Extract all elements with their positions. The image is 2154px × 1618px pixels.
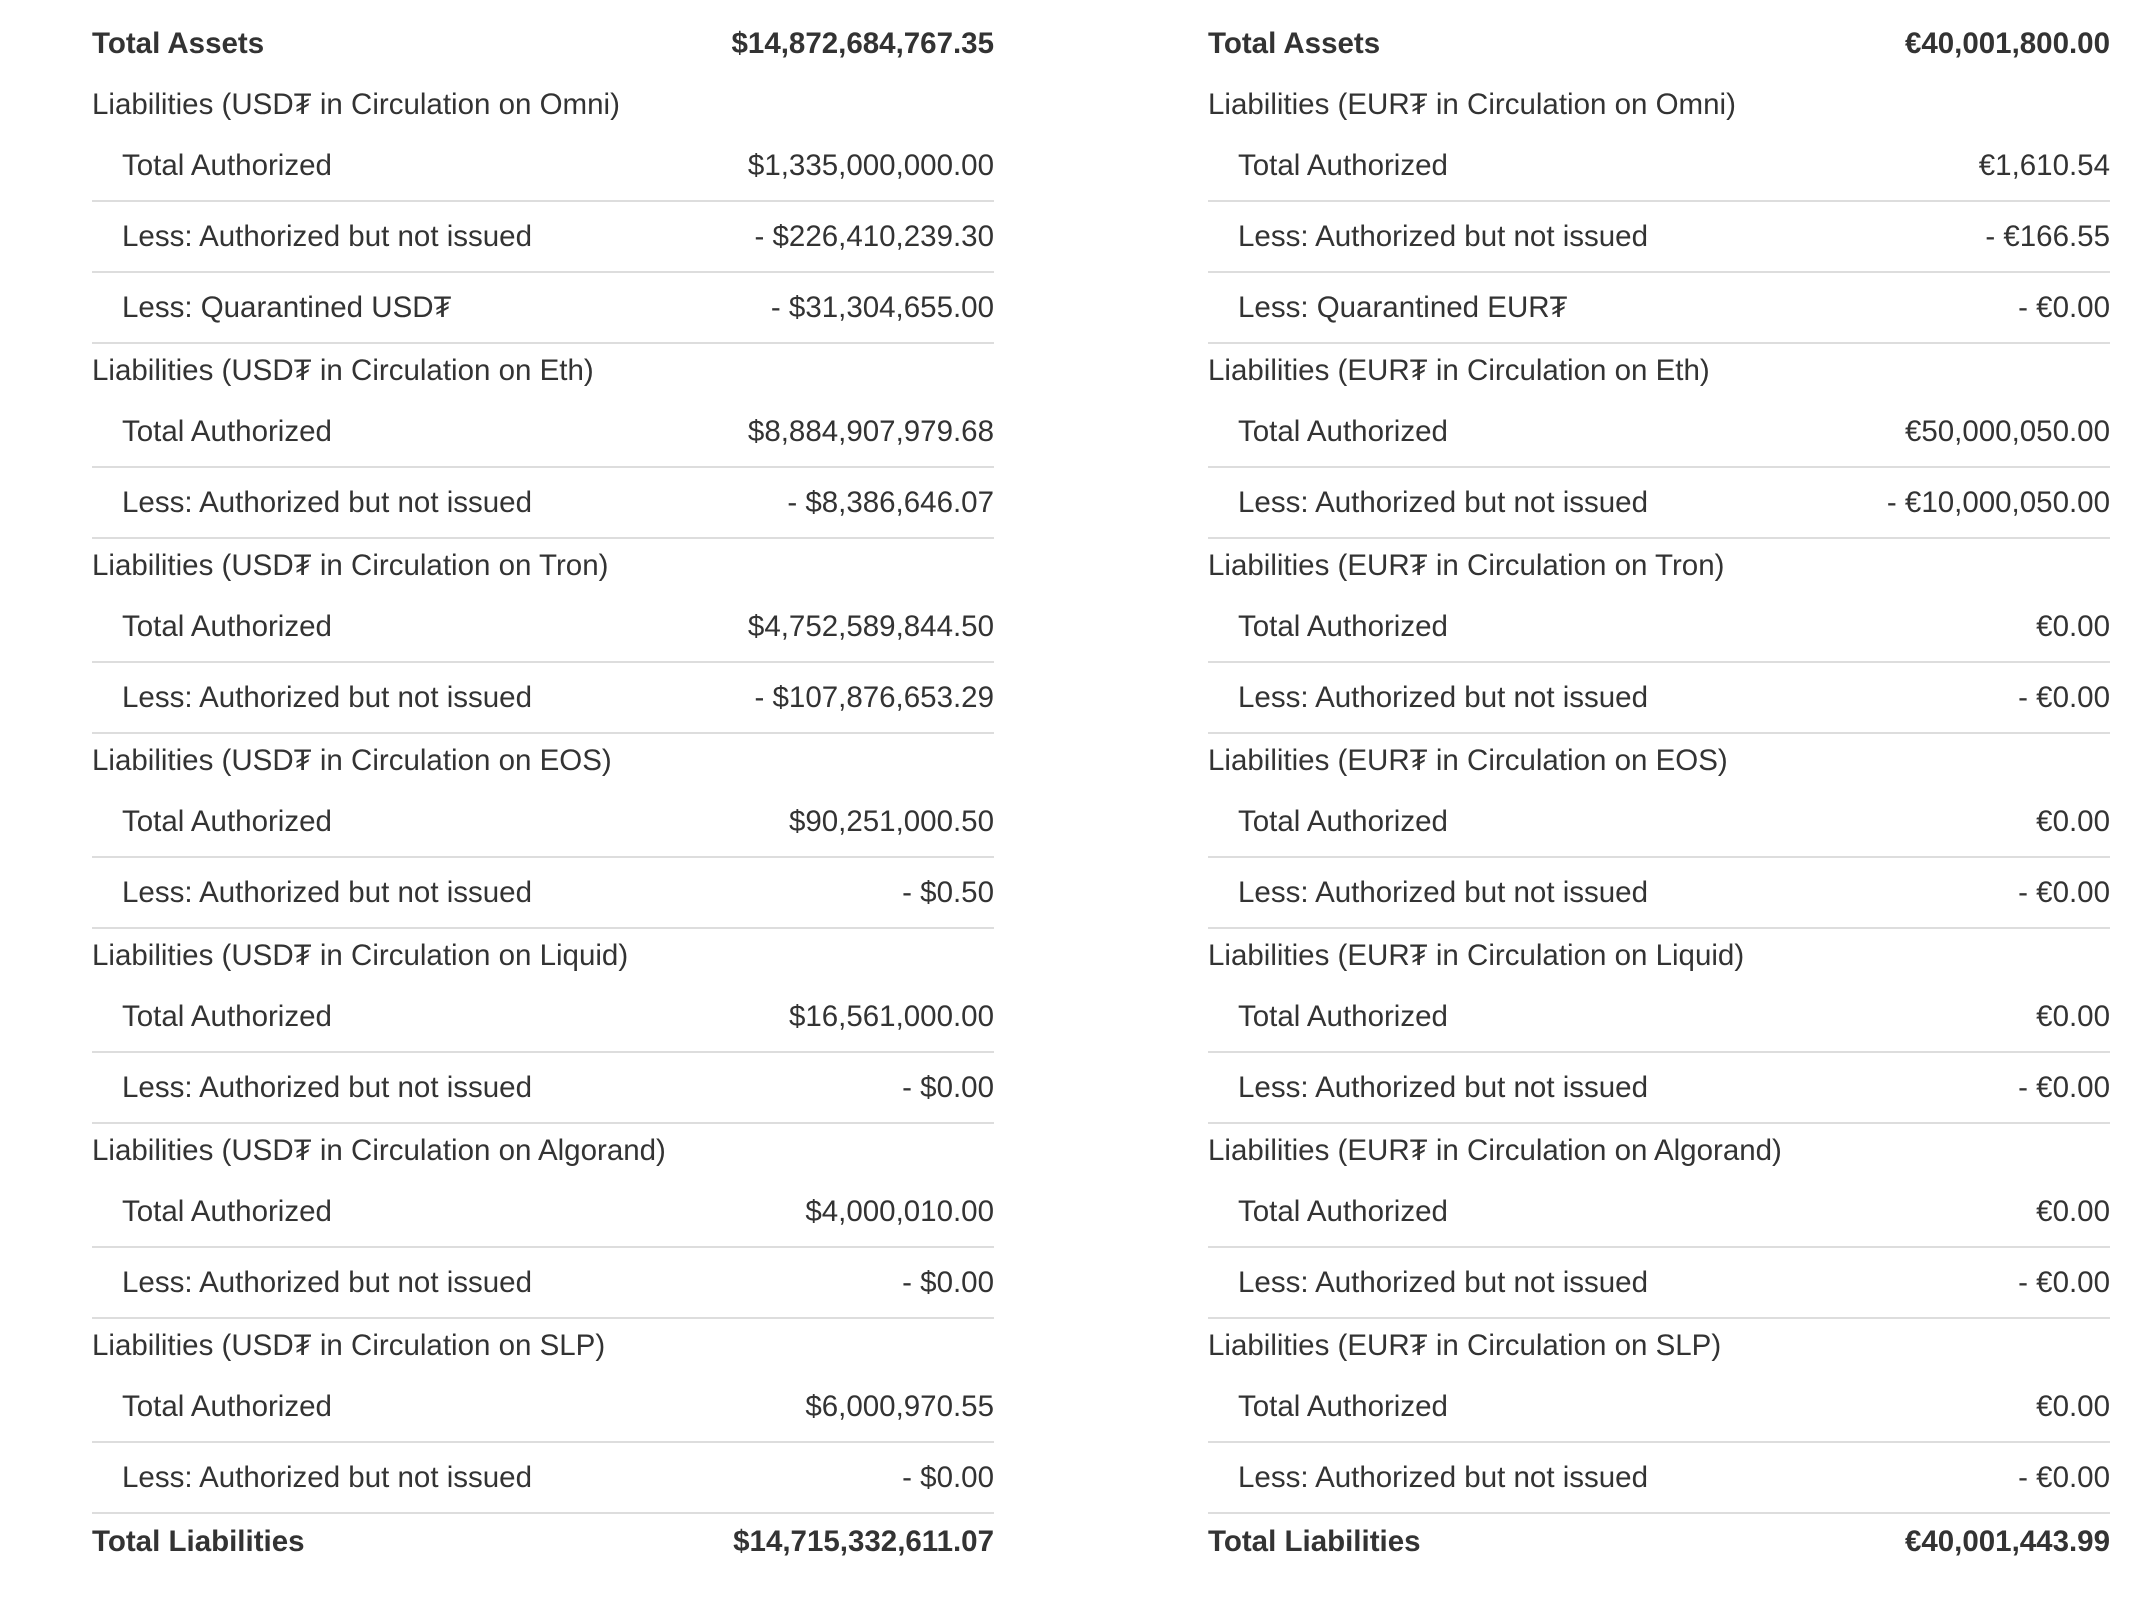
line-item-label: Less: Authorized but not issued [122, 1460, 532, 1494]
line-item-label: Total Authorized [1238, 610, 1448, 643]
liability-line-item [1208, 593, 2110, 663]
total-liabilities-row [1208, 1520, 2110, 1564]
line-item-label: Total Authorized [122, 415, 332, 448]
line-item-label: Less: Authorized but not issued [122, 680, 532, 714]
total-assets-value: €40,001,800.00 [1904, 27, 2110, 60]
liability-line-item [92, 1443, 994, 1514]
line-item-label: Total Authorized [122, 1195, 332, 1228]
line-item-value: $4,752,589,844.50 [747, 610, 994, 643]
line-item-value: €1,610.54 [1978, 149, 2110, 182]
line-item-label: Total Authorized [1238, 1000, 1448, 1033]
line-item-label: Less: Authorized but not issued [122, 219, 532, 253]
liability-line-item [1208, 1373, 2110, 1443]
line-item-value: - $31,304,655.00 [770, 290, 994, 324]
line-item-value: - $0.00 [902, 1460, 994, 1494]
liability-group-title: Liabilities (USD₮ in Circulation on EOS) [92, 744, 612, 777]
total-assets-label: Total Assets [92, 27, 265, 60]
liability-line-item [1208, 788, 2110, 858]
line-item-label: Less: Authorized but not issued [122, 875, 532, 909]
liability-line-item [92, 468, 994, 539]
liability-line-item [1208, 1178, 2110, 1248]
line-item-value: - $226,410,239.30 [754, 219, 994, 253]
liability-groups [1208, 78, 2110, 1514]
liability-line-item [1208, 663, 2110, 734]
line-item-label: Total Authorized [1238, 415, 1448, 448]
line-item-label: Total Authorized [122, 610, 332, 643]
line-item-label: Total Authorized [122, 1000, 332, 1033]
line-item-label: Less: Authorized but not issued [1238, 219, 1648, 253]
total-assets-row [1208, 22, 2110, 66]
liability-line-item [1208, 983, 2110, 1053]
liability-group-title: Liabilities (EUR₮ in Circulation on SLP) [1208, 1329, 1722, 1362]
liability-line-item [1208, 1053, 2110, 1124]
liability-line-item [92, 1178, 994, 1248]
liability-line-item [92, 1248, 994, 1319]
liability-group-header [1208, 929, 2110, 983]
liability-line-item [1208, 132, 2110, 202]
line-item-label: Total Authorized [122, 149, 332, 182]
liability-line-item [92, 983, 994, 1053]
line-item-value: - $0.00 [902, 1265, 994, 1299]
line-item-value: - €0.00 [2018, 680, 2110, 714]
line-item-value: $16,561,000.00 [788, 1000, 994, 1033]
line-item-label: Less: Authorized but not issued [1238, 1070, 1648, 1104]
line-item-value: - $0.00 [902, 1070, 994, 1104]
line-item-label: Less: Authorized but not issued [1238, 485, 1648, 519]
liability-group-title: Liabilities (USD₮ in Circulation on Algorand) [92, 1134, 666, 1167]
liability-group-title: Liabilities (USD₮ in Circulation on Eth) [92, 354, 594, 387]
liability-group-header [92, 929, 994, 983]
line-item-value: €0.00 [2036, 1195, 2110, 1228]
liability-line-item [92, 858, 994, 929]
liability-group-title: Liabilities (EUR₮ in Circulation on Eth) [1208, 354, 1710, 387]
liability-group-header [92, 1319, 994, 1373]
liability-group-header [92, 734, 994, 788]
total-liabilities-label: Total Liabilities [92, 1525, 305, 1558]
line-item-label: Total Authorized [1238, 1195, 1448, 1228]
liability-line-item [92, 1053, 994, 1124]
liability-group-header [1208, 539, 2110, 593]
line-item-value: - €0.00 [2018, 1070, 2110, 1104]
liability-line-item [1208, 468, 2110, 539]
liability-group-title: Liabilities (USD₮ in Circulation on Tron) [92, 549, 609, 582]
liability-group-header [1208, 1319, 2110, 1373]
line-item-value: - €10,000,050.00 [1886, 485, 2110, 519]
line-item-label: Less: Authorized but not issued [1238, 680, 1648, 714]
line-item-label: Less: Authorized but not issued [122, 1070, 532, 1104]
liability-group-title: Liabilities (EUR₮ in Circulation on EOS) [1208, 744, 1728, 777]
liability-group-title: Liabilities (EUR₮ in Circulation on Liquid) [1208, 939, 1745, 972]
liability-group-header [92, 539, 994, 593]
line-item-value: - €0.00 [2018, 1265, 2110, 1299]
line-item-label: Total Authorized [1238, 805, 1448, 838]
liability-line-item [1208, 1248, 2110, 1319]
liability-line-item [1208, 398, 2110, 468]
line-item-label: Total Authorized [122, 805, 332, 838]
liability-group-title: Liabilities (EUR₮ in Circulation on Omni) [1208, 88, 1736, 121]
line-item-label: Less: Authorized but not issued [1238, 1460, 1648, 1494]
line-item-value: $4,000,010.00 [805, 1195, 994, 1228]
liability-group-header [92, 1124, 994, 1178]
line-item-label: Total Authorized [122, 1390, 332, 1423]
liability-line-item [92, 202, 994, 273]
line-item-label: Less: Authorized but not issued [1238, 875, 1648, 909]
line-item-value: - $0.50 [902, 875, 994, 909]
liability-line-item [92, 132, 994, 202]
liability-line-item [1208, 202, 2110, 273]
line-item-label: Less: Authorized but not issued [122, 1265, 532, 1299]
liability-group-title: Liabilities (EUR₮ in Circulation on Algorand) [1208, 1134, 1782, 1167]
line-item-value: $6,000,970.55 [805, 1390, 994, 1423]
total-liabilities-value: €40,001,443.99 [1904, 1525, 2110, 1558]
line-item-value: $8,884,907,979.68 [747, 415, 994, 448]
line-item-value: - €0.00 [2018, 1460, 2110, 1494]
line-item-value: $90,251,000.50 [788, 805, 994, 838]
liability-line-item [92, 663, 994, 734]
eur-balance-sheet [1208, 22, 2110, 1564]
liability-group-header [1208, 1124, 2110, 1178]
line-item-value: €0.00 [2036, 1000, 2110, 1033]
line-item-value: - $8,386,646.07 [787, 485, 994, 519]
line-item-value: - €0.00 [2018, 875, 2110, 909]
line-item-label: Less: Quarantined EUR₮ [1238, 290, 1568, 324]
liability-line-item [1208, 858, 2110, 929]
liability-group-title: Liabilities (EUR₮ in Circulation on Tron) [1208, 549, 1725, 582]
liability-line-item [92, 1373, 994, 1443]
liability-line-item [1208, 1443, 2110, 1514]
total-liabilities-value: $14,715,332,611.07 [733, 1525, 994, 1558]
liability-group-header [1208, 734, 2110, 788]
line-item-value: €50,000,050.00 [1904, 415, 2110, 448]
line-item-label: Less: Authorized but not issued [122, 485, 532, 519]
line-item-value: $1,335,000,000.00 [747, 149, 994, 182]
total-assets-label: Total Assets [1208, 27, 1381, 60]
total-liabilities-label: Total Liabilities [1208, 1525, 1421, 1558]
liability-group-title: Liabilities (USD₮ in Circulation on Omni) [92, 88, 620, 121]
liability-groups [92, 78, 994, 1514]
total-assets-row [92, 22, 994, 66]
liability-line-item [92, 788, 994, 858]
line-item-value: - €166.55 [1985, 219, 2110, 253]
liability-line-item [92, 273, 994, 344]
line-item-value: - $107,876,653.29 [754, 680, 994, 714]
liability-line-item [1208, 273, 2110, 344]
usd-balance-sheet [92, 22, 994, 1564]
liability-group-title: Liabilities (USD₮ in Circulation on Liquid) [92, 939, 629, 972]
total-assets-value: $14,872,684,767.35 [731, 27, 994, 60]
total-liabilities-row [92, 1520, 994, 1564]
line-item-label: Total Authorized [1238, 1390, 1448, 1423]
line-item-label: Total Authorized [1238, 149, 1448, 182]
liability-group-title: Liabilities (USD₮ in Circulation on SLP) [92, 1329, 606, 1362]
liability-group-header [1208, 344, 2110, 398]
liability-group-header [92, 344, 994, 398]
line-item-value: €0.00 [2036, 610, 2110, 643]
liability-group-header [1208, 78, 2110, 132]
line-item-label: Less: Authorized but not issued [1238, 1265, 1648, 1299]
line-item-label: Less: Quarantined USD₮ [122, 290, 452, 324]
liability-group-header [92, 78, 994, 132]
liability-line-item [92, 398, 994, 468]
line-item-value: €0.00 [2036, 1390, 2110, 1423]
liability-line-item [92, 593, 994, 663]
line-item-value: €0.00 [2036, 805, 2110, 838]
line-item-value: - €0.00 [2018, 290, 2110, 324]
